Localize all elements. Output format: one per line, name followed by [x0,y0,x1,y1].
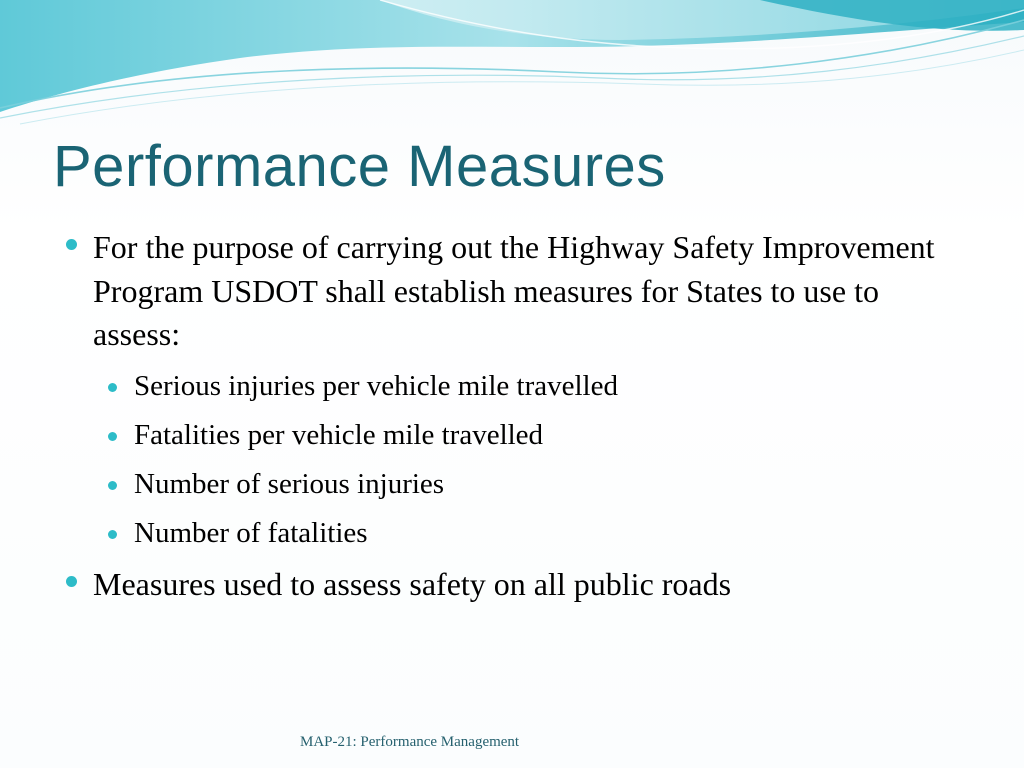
sub-bullet-list [93,362,960,558]
sub-bullet-text: Number of fatalities [134,516,368,549]
sub-bullet-dot-icon [108,481,117,490]
bullet-dot-icon [66,239,77,250]
bullet-list [60,226,960,606]
sub-bullet-text: Fatalities per vehicle mile travelled [134,418,544,451]
bullet-dot-icon [66,576,77,587]
slide-footer: MAP-21: Performance Management [300,734,520,750]
bullet-item [60,563,960,607]
sub-bullet-text: Serious injuries per vehicle mile travelled [134,369,618,402]
sub-bullet-item [93,362,960,411]
sub-bullet-dot-icon [108,383,117,392]
bullet-text: Measures used to assess safety on all public roads [93,565,732,602]
sub-bullet-item [93,509,960,558]
sub-bullet-dot-icon [108,432,117,441]
wave-header-decoration [0,0,1024,130]
sub-bullet-item [93,460,960,509]
bullet-text: For the purpose of carrying out the Highway Safety Improvement Program USDOT shall establish measures for States to use to assess: [93,229,935,352]
bullet-item [60,226,960,357]
sub-bullet-text: Number of serious injuries [134,467,445,500]
sub-bullet-dot-icon [108,530,117,539]
sub-bullet-item [93,411,960,460]
slide-title: Performance Measures [53,134,666,199]
